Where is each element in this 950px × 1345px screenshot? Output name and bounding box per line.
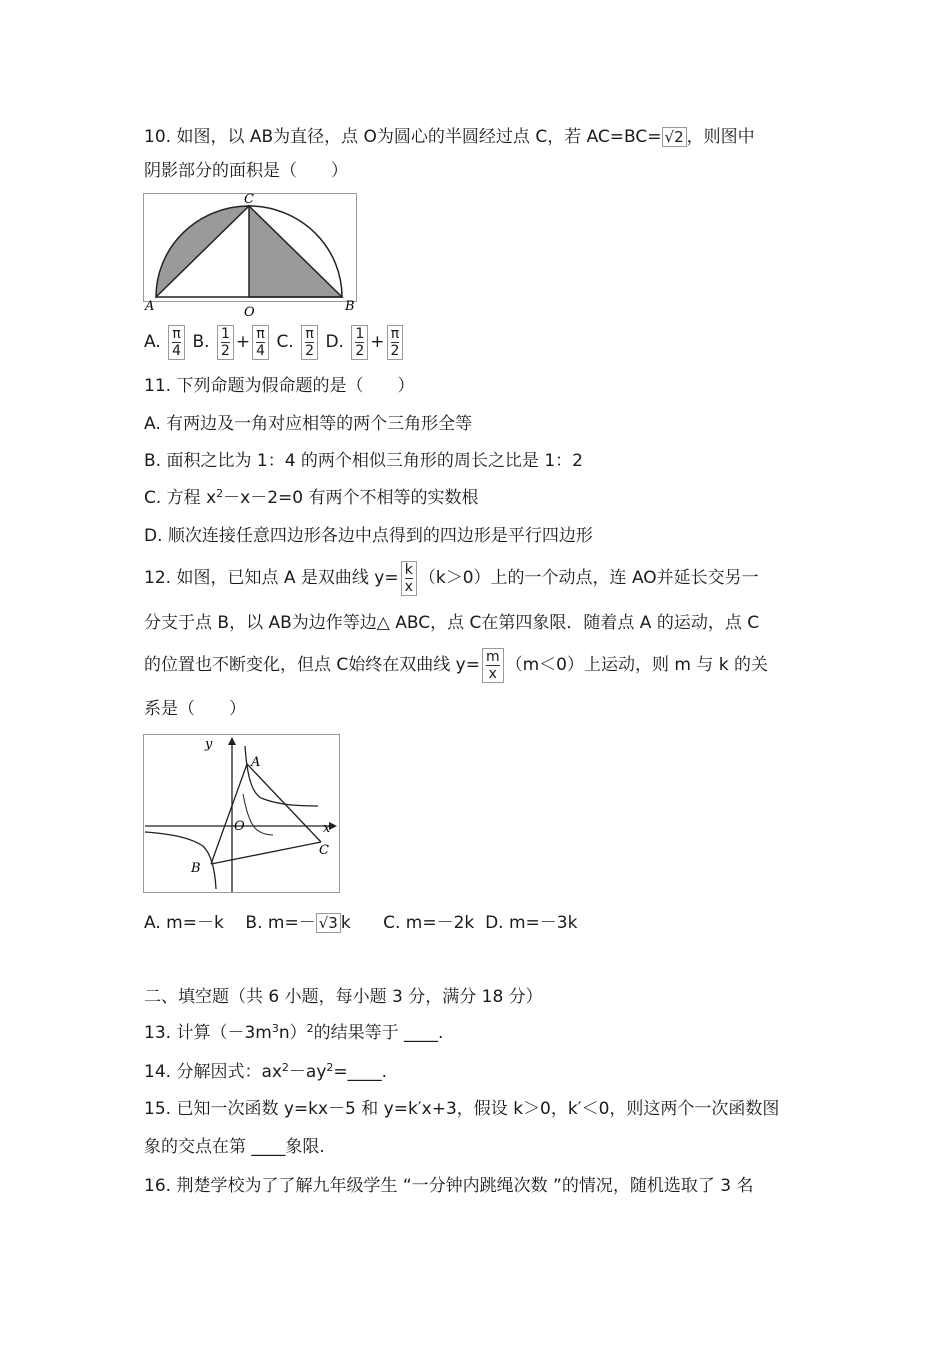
q10-option-b-fraction2 [252, 325, 269, 360]
q10-option-d-fraction2 [387, 325, 404, 360]
q10-sqrt2: √2 [662, 127, 687, 147]
q12-label-a: A [251, 755, 261, 770]
q10-option-d-plus: + [370, 332, 385, 352]
q13-c: 的结果等于 [313, 1023, 405, 1043]
q12-option-d: D. m=－3k [485, 913, 578, 933]
q10-option-b-plus: + [235, 332, 251, 352]
q10-semicircle-figure [143, 193, 359, 319]
q10-option-b-num2: π [256, 325, 265, 342]
q11-option-a: A. 有两边及一角对应相等的两个三角形全等 [144, 414, 473, 434]
q10-option-b-den2: 4 [256, 342, 266, 359]
q11-option-c-sup: 2 [216, 487, 224, 500]
q10-label-b: B [345, 299, 355, 314]
q12-label-x: x [323, 821, 331, 836]
q10-option-d-den1: 2 [355, 342, 365, 359]
q14-b: －ay [288, 1062, 327, 1082]
q15-line2-a: 象的交点在第 [144, 1137, 252, 1157]
q14 [144, 1061, 387, 1083]
q10-option-b-den1: 2 [220, 342, 230, 359]
q12-line1-b: （k＞0）上的一个动点，连 AO并延长交另一 [418, 568, 759, 588]
q12-m-num: m [485, 648, 500, 665]
q10-option-b-label: B. [192, 332, 210, 352]
q10-line1 [144, 126, 755, 148]
q12-option-a: A. m=－k [144, 913, 224, 933]
q12-k-num: k [404, 561, 413, 578]
q14-sup2: 2 [326, 1061, 334, 1074]
q12-options [144, 912, 577, 934]
q10-option-d-den2: 2 [390, 342, 400, 359]
q10-label-o: O [244, 305, 255, 319]
q13-sup1: 3 [271, 1022, 279, 1035]
q10-option-d-fraction1 [351, 325, 368, 360]
q13-a: 13. 计算（－3m [144, 1023, 272, 1043]
q14-sup1: 2 [281, 1061, 289, 1074]
q11-option-c-b: －x－2=0 有两个不相等的实数根 [223, 488, 479, 508]
q10-option-d-label: D. [325, 332, 344, 352]
q12-line3 [144, 647, 768, 683]
q14-c: = [333, 1062, 348, 1082]
q11-option-d: D. 顺次连接任意四边形各边中点得到的四边形是平行四边形 [144, 526, 593, 546]
q14-blank: ____ [347, 1062, 382, 1082]
q12-option-b-a: B. m=－ [245, 913, 316, 933]
q10-option-b-fraction1 [217, 325, 234, 360]
q14-d: . [381, 1062, 388, 1082]
q10-option-d-num2: π [390, 325, 400, 342]
q12-m-over-x [482, 648, 504, 683]
q10-option-a-label: A. [144, 332, 161, 352]
q15-line2-b: 象限. [285, 1137, 325, 1157]
q12-label-b: B [191, 861, 201, 876]
q12-option-b-b: k [340, 913, 351, 933]
q10-text-b: ，则图中 [686, 127, 755, 147]
q12-line4: 系是（ ） [144, 699, 246, 719]
q10-option-c-label: C. [276, 332, 294, 352]
q10-option-c-fraction [301, 325, 318, 360]
q12-label-c: C [319, 843, 329, 858]
q11-option-c [144, 487, 479, 509]
q10-options [144, 322, 405, 362]
q10-option-a-den: 4 [172, 342, 182, 359]
q15-line2 [144, 1136, 325, 1158]
q12-line3-b: （m＜0）上运动，则 m 与 k 的关 [505, 655, 769, 675]
q10-option-c-den: 2 [305, 342, 315, 359]
q12-line1 [144, 560, 759, 596]
section-2-heading: 二、填空题（共 6 小题，每小题 3 分，满分 18 分） [144, 987, 543, 1007]
q13-sup2: 2 [306, 1022, 314, 1035]
q10-label-c: C [244, 193, 254, 207]
q10-option-d-num1: 1 [355, 325, 365, 342]
q10-option-a-num: π [172, 325, 181, 342]
q12-m-den: x [488, 665, 497, 682]
q12-label-o: O [234, 819, 245, 834]
q10-label-a: A [145, 299, 155, 314]
q10-line2: 阴影部分的面积是（ ） [144, 161, 348, 181]
q13 [144, 1022, 443, 1044]
q15-line1: 15. 已知一次函数 y=kx－5 和 y=k′x+3，假设 k＞0，k′＜0，则这两个一次函数图 [144, 1099, 780, 1119]
q11-stem: 11. 下列命题为假命题的是（ ） [144, 376, 415, 396]
q14-a: 14. 分解因式：ax [144, 1062, 282, 1082]
q16-line1: 16. 荆楚学校为了了解九年级学生 “一分钟内跳绳次数 ”的情况，随机选取了 3 名 [144, 1176, 754, 1196]
q15-blank: ____ [251, 1137, 286, 1157]
q10-text-a: 10. 如图，以 AB为直径，点 O为圆心的半圆经过点 C，若 AC=BC= [144, 127, 662, 147]
q10-option-b-num1: 1 [220, 325, 230, 342]
q12-line1-a: 12. 如图，已知点 A 是双曲线 y= [144, 568, 399, 588]
q12-sqrt3: √3 [316, 913, 341, 933]
q10-option-a-fraction [168, 325, 185, 360]
q13-d: . [438, 1023, 444, 1043]
q11-option-c-a: C. 方程 x [144, 488, 217, 508]
q12-line3-a: 的位置也不断变化，但点 C始终在双曲线 y= [144, 655, 480, 675]
q12-option-c: C. m=－2k [383, 913, 475, 933]
q10-option-c-num: π [305, 325, 314, 342]
q12-hyperbola-figure [143, 734, 341, 896]
q12-k-over-x [401, 561, 417, 596]
q13-blank: ____ [404, 1023, 439, 1043]
q11-option-b: B. 面积之比为 1：4 的两个相似三角形的周长之比是 1：2 [144, 451, 583, 471]
q12-line2: 分支于点 B，以 AB为边作等边△ ABC，点 C在第四象限．随着点 A 的运动，点 C [144, 613, 760, 633]
q12-k-den: x [404, 578, 413, 595]
q13-b: n） [278, 1023, 307, 1043]
q12-label-y: y [205, 737, 213, 752]
